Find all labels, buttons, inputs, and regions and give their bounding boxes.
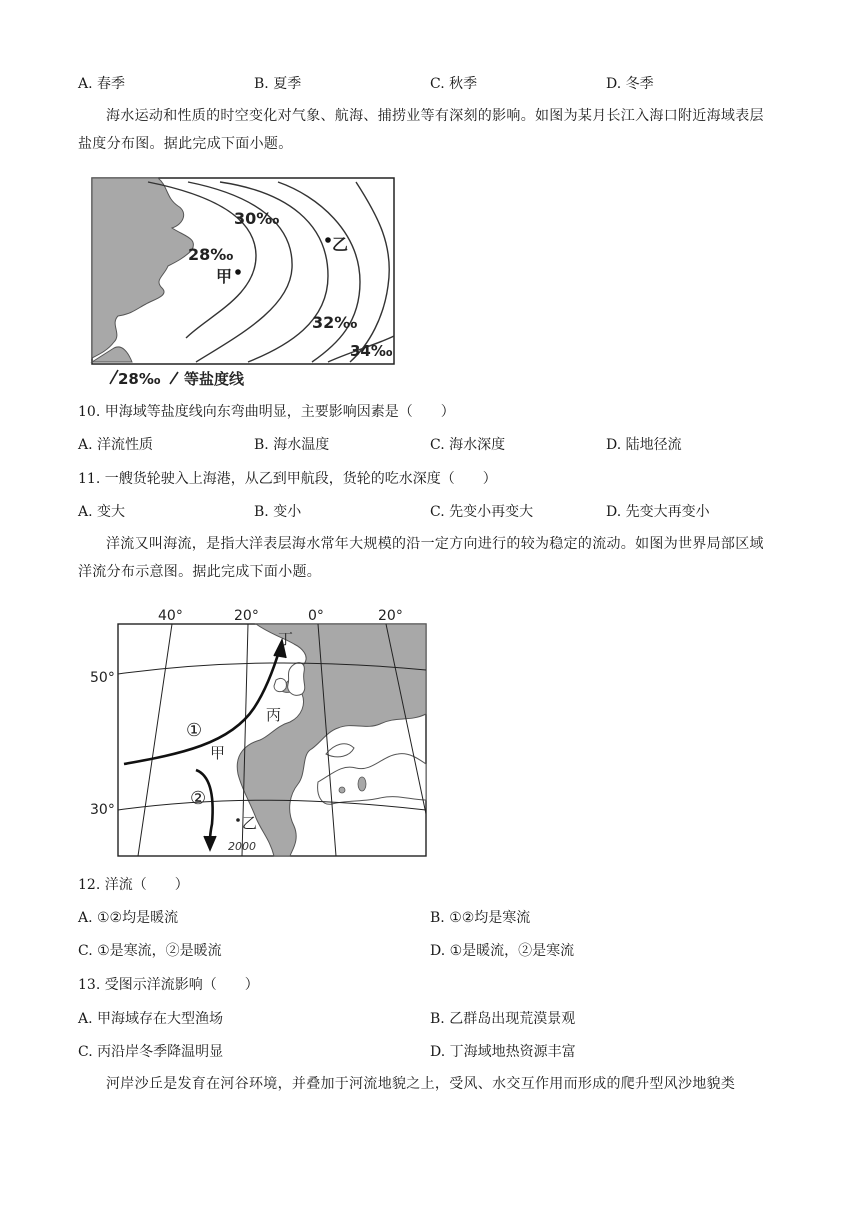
- q9-option-a: A. 春季: [78, 76, 126, 92]
- label-30: 30‰: [234, 209, 280, 228]
- q13-options-row2: [78, 1041, 778, 1061]
- q13-stem: 13. 受图示洋流影响（ ）: [78, 977, 259, 993]
- label-28: 28‰: [188, 245, 234, 264]
- label-34: 34‰: [350, 342, 393, 360]
- salinity-map: [88, 176, 400, 390]
- label-32: 32‰: [312, 313, 358, 332]
- lat-label-50: 50°: [90, 670, 115, 686]
- q13-option-b: B. 乙群岛出现荒漠景观: [430, 1011, 576, 1027]
- q10-option-c: C. 海水深度: [430, 437, 506, 453]
- q13-options-row1: [78, 1008, 778, 1028]
- legend-line-right: [170, 372, 178, 384]
- label-current-1: ①: [186, 720, 203, 741]
- label-yi: 乙: [242, 814, 258, 832]
- q10-stem: 10. 甲海域等盐度线向东弯曲明显，主要影响因素是（ ）: [78, 404, 455, 420]
- legend-line-left: [110, 370, 118, 384]
- label-current-2: ②: [190, 788, 207, 809]
- q10-option-b: B. 海水温度: [254, 437, 330, 453]
- q12-option-d: D. ①是暖流，②是寒流: [430, 943, 575, 959]
- label-jia: 甲: [216, 267, 233, 286]
- q11-stem: 11. 一艘货轮驶入上海港，从乙到甲航段，货轮的吃水深度（ ）: [78, 471, 497, 487]
- intro-paragraph-dunes: 河岸沙丘是发育在河谷环境，并叠加于河流地貌之上，受风、水交互作用而形成的爬升型风沙地貌类: [106, 1076, 736, 1092]
- lon-label-20e: 20°: [378, 608, 403, 624]
- q12-options-row1: [78, 907, 778, 927]
- label-2000: 2000: [228, 840, 256, 853]
- map2-island-2: [339, 787, 345, 793]
- q12-option-b: B. ①②均是寒流: [430, 910, 531, 926]
- label-ding: 丁: [278, 630, 294, 648]
- q11-option-c: C. 先变小再变大: [430, 504, 534, 520]
- lon-label-40w: 40°: [158, 608, 183, 624]
- map2-island-1: [358, 777, 366, 791]
- lon-label-0: 0°: [308, 608, 324, 624]
- q12-options-row2: [78, 940, 778, 960]
- q10-option-a: A. 洋流性质: [78, 437, 154, 453]
- q9-option-b: B. 夏季: [254, 76, 302, 92]
- q10-option-d: D. 陆地径流: [606, 437, 682, 453]
- label-yi: 乙: [332, 235, 349, 254]
- q12-option-c: C. ①是寒流，②是暖流: [78, 943, 222, 959]
- point-yi: [236, 818, 240, 822]
- q13-option-c: C. 丙沿岸冬季降温明显: [78, 1044, 224, 1060]
- q13-option-a: A. 甲海域存在大型渔场: [78, 1011, 224, 1027]
- point-yi: [325, 237, 331, 243]
- q11-option-a: A. 变大: [78, 504, 126, 520]
- q12-option-a: A. ①②均是暖流: [78, 910, 179, 926]
- legend-value: 28‰: [118, 370, 161, 388]
- legend-text: 等盐度线: [184, 370, 245, 388]
- q11-option-b: B. 变小: [254, 504, 302, 520]
- map2-ireland: [274, 678, 286, 691]
- q9-option-d: D. 冬季: [606, 76, 654, 92]
- q12-stem: 12. 洋流（ ）: [78, 877, 189, 893]
- intro-paragraph-currents: 洋流又叫海流，是指大洋表层海水常年大规模的沿一定方向进行的较为稳定的流动。如图为世界局部区域洋流分布示意图。据此完成下面小题。: [78, 536, 764, 580]
- q11-option-d: D. 先变大再变小: [606, 504, 710, 520]
- label-bing: 丙: [266, 706, 282, 724]
- lon-label-20w: 20°: [234, 608, 259, 624]
- q9-option-c: C. 秋季: [430, 76, 478, 92]
- intro-paragraph-salinity: 海水运动和性质的时空变化对气象、航海、捕捞业等有深刻的影响。如图为某月长江入海口附近海域表层盐度分布图。据此完成下面小题。: [78, 108, 764, 152]
- lat-label-30: 30°: [90, 802, 115, 818]
- point-jia: [235, 269, 241, 275]
- ocean-current-map: [80, 604, 436, 860]
- label-jia: 甲: [210, 744, 226, 762]
- map2-britain: [288, 663, 305, 696]
- q13-option-d: D. 丁海域地热资源丰富: [430, 1044, 576, 1060]
